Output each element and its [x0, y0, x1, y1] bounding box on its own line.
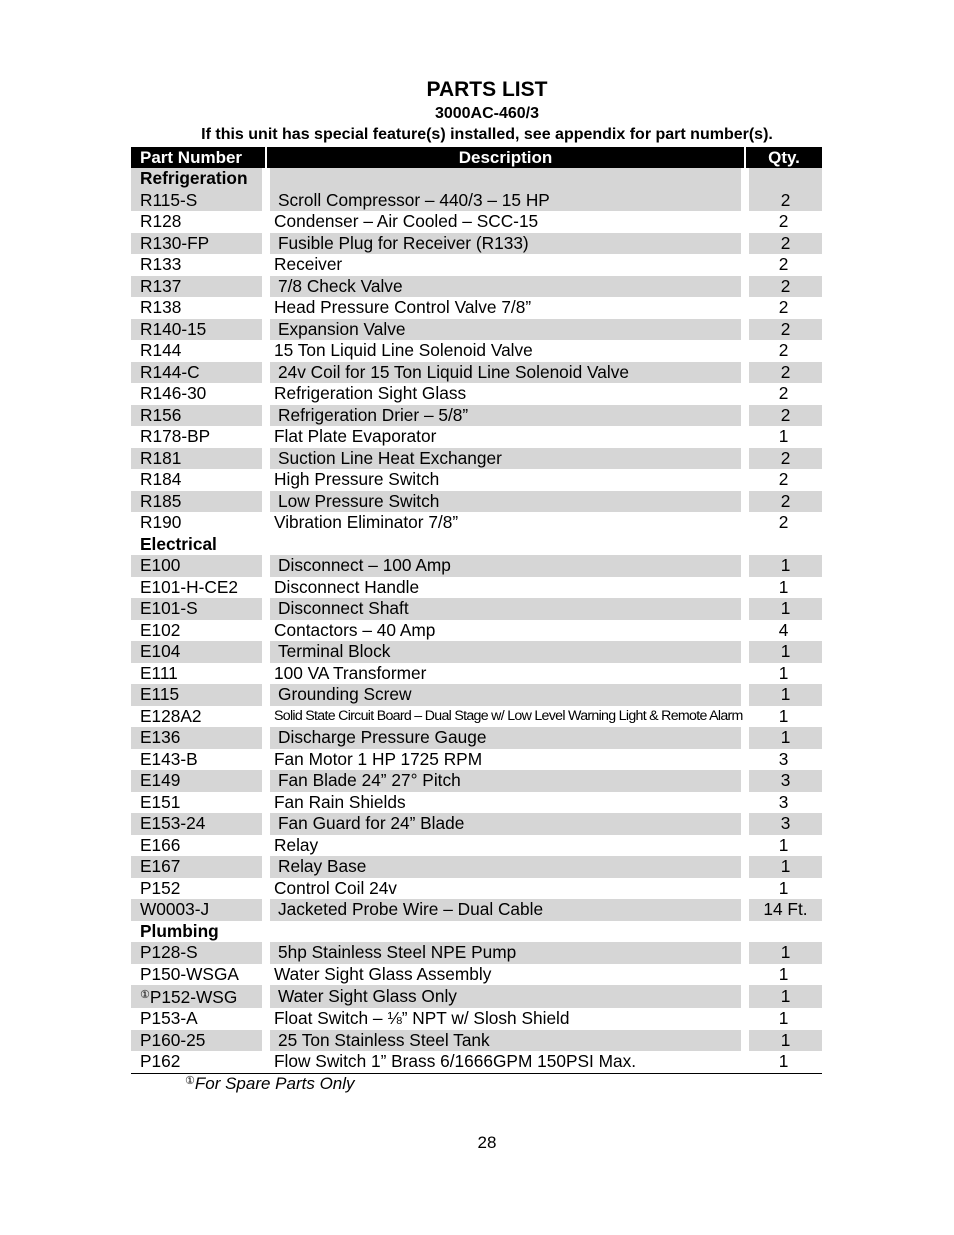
- part-number-text: E101-S: [140, 598, 198, 619]
- part-quantity: 2: [745, 405, 822, 427]
- spare-parts-symbol: ①: [140, 989, 150, 1001]
- part-number: [131, 663, 266, 685]
- part-number-text: R138: [140, 297, 182, 318]
- part-number: [131, 512, 266, 534]
- table-row: [131, 620, 822, 642]
- part-number: [131, 813, 266, 835]
- part-quantity: 4: [778, 619, 789, 640]
- part-number-text: E166: [140, 834, 181, 855]
- table-row: [131, 362, 822, 384]
- table-row: [131, 749, 822, 771]
- part-description: Flow Switch 1” Brass 6/1666GPM 150PSI Max.: [266, 1051, 745, 1073]
- part-number: [131, 1051, 266, 1073]
- part-description: Water Sight Glass Only: [266, 985, 745, 1008]
- part-number-text: E102: [140, 619, 181, 640]
- column-header-part-number: Part Number: [131, 147, 266, 168]
- part-number-text: P162: [140, 1051, 181, 1072]
- part-description: Disconnect Shaft: [266, 598, 745, 620]
- part-description: Relay Base: [266, 856, 745, 878]
- table-row: [131, 469, 822, 491]
- part-number-text: E111: [140, 662, 178, 683]
- part-quantity: 3: [778, 791, 789, 812]
- part-number: [131, 190, 266, 212]
- part-number-text: R137: [140, 275, 182, 296]
- part-number: [131, 856, 266, 878]
- part-number-text: R130-FP: [140, 232, 210, 253]
- table-row: [131, 383, 822, 405]
- section-blank: [266, 921, 745, 943]
- part-description: Discharge Pressure Gauge: [266, 727, 745, 749]
- table-row: [131, 254, 822, 276]
- part-number-text: R181: [140, 447, 182, 468]
- part-number: [131, 942, 266, 964]
- footnote-text: For Spare Parts Only: [194, 1074, 355, 1093]
- part-quantity: 1: [778, 576, 789, 597]
- part-number: [131, 706, 266, 728]
- part-number: [131, 727, 266, 749]
- table-row: [131, 1051, 822, 1073]
- table-row: [131, 985, 822, 1008]
- spare-parts-symbol: ①: [185, 1075, 195, 1087]
- page-number: 28: [477, 1133, 497, 1152]
- table-header: [131, 147, 822, 168]
- part-number: [131, 469, 266, 491]
- table-row: [131, 641, 822, 663]
- part-quantity: 1: [778, 426, 789, 447]
- part-number: [131, 620, 266, 642]
- table-row: [131, 297, 822, 319]
- table-row: [131, 190, 822, 212]
- section-title: Electrical: [140, 533, 217, 554]
- part-description: Low Pressure Switch: [266, 491, 745, 513]
- part-quantity: 3: [745, 770, 822, 792]
- table-row: [131, 835, 822, 857]
- table-row: [131, 211, 822, 233]
- part-description: Float Switch – ⅛” NPT w/ Slosh Shield: [274, 1008, 570, 1029]
- part-number: [131, 426, 266, 448]
- part-quantity: 1: [778, 963, 789, 984]
- part-number-text: E101-H-CE2: [140, 576, 238, 597]
- part-description: Contactors – 40 Amp: [274, 619, 436, 640]
- part-quantity: 3: [745, 813, 822, 835]
- table-row: [131, 663, 822, 685]
- part-number: [131, 1030, 266, 1052]
- part-number-text: E149: [140, 770, 181, 791]
- part-quantity: 1: [778, 1008, 789, 1029]
- part-description: Fan Guard for 24” Blade: [266, 813, 745, 835]
- part-number: [131, 684, 266, 706]
- table-row: [131, 1008, 822, 1030]
- part-number: [131, 319, 266, 341]
- part-number-text: P160-25: [140, 1029, 206, 1050]
- table-row: [131, 340, 822, 362]
- part-quantity: 2: [778, 383, 789, 404]
- table-row: [131, 684, 822, 706]
- part-number: [131, 749, 266, 771]
- part-description: Condenser – Air Cooled – SCC-15: [274, 211, 539, 232]
- table-row: [131, 878, 822, 900]
- part-number: [131, 985, 266, 1008]
- part-description: Fan Motor 1 HP 1725 RPM: [274, 748, 483, 769]
- section-title: Plumbing: [140, 920, 219, 941]
- part-quantity: 1: [745, 1051, 822, 1073]
- part-description: Solid State Circuit Board – Dual Stage w/ Low Level Warning Light & Remote Alarm: [274, 707, 743, 724]
- part-quantity: 2: [745, 448, 822, 470]
- section-row: [131, 168, 822, 190]
- part-number-text: P152: [140, 877, 181, 898]
- part-number: [131, 1008, 266, 1030]
- part-number-text: R144: [140, 340, 182, 361]
- part-number-text: W0003-J: [140, 899, 210, 920]
- part-description: Disconnect – 100 Amp: [266, 555, 745, 577]
- part-quantity: 1: [745, 555, 822, 577]
- table-row: [131, 448, 822, 470]
- part-description: Head Pressure Control Valve 7/8”: [274, 297, 532, 318]
- part-number-text: R185: [140, 490, 182, 511]
- part-number: [131, 233, 266, 255]
- part-number: [131, 254, 266, 276]
- table-row: [131, 491, 822, 513]
- part-description: 100 VA Transformer: [274, 662, 427, 683]
- part-quantity: 2: [745, 190, 822, 212]
- section-row: [131, 921, 822, 943]
- part-description: 15 Ton Liquid Line Solenoid Valve: [274, 340, 533, 361]
- part-number: [131, 448, 266, 470]
- part-description: Flat Plate Evaporator: [274, 426, 437, 447]
- part-description: Expansion Valve: [266, 319, 745, 341]
- part-quantity: 1: [745, 598, 822, 620]
- part-number: [131, 899, 266, 921]
- part-quantity: 2: [778, 469, 789, 490]
- part-quantity: 2: [745, 319, 822, 341]
- column-header-qty: Qty.: [745, 147, 822, 168]
- part-quantity: 2: [778, 512, 789, 533]
- section-row: [131, 534, 822, 556]
- section-blank: [266, 168, 745, 190]
- part-number-text: E167: [140, 856, 181, 877]
- parts-table: [131, 147, 822, 1074]
- table-row: [131, 727, 822, 749]
- part-quantity: 1: [745, 985, 822, 1008]
- part-quantity: 1: [745, 641, 822, 663]
- part-number: [131, 835, 266, 857]
- table-row: [131, 813, 822, 835]
- part-number: [131, 211, 266, 233]
- part-description: Scroll Compressor – 440/3 – 15 HP: [266, 190, 745, 212]
- table-row: [131, 319, 822, 341]
- part-number: [131, 878, 266, 900]
- part-number: [131, 555, 266, 577]
- part-quantity: 14 Ft.: [745, 899, 822, 921]
- column-header-description: Description: [266, 147, 745, 168]
- part-number-text: P128-S: [140, 942, 198, 963]
- part-number-text: R115-S: [140, 189, 198, 210]
- part-number-text: R178-BP: [140, 426, 211, 447]
- table-row: [131, 555, 822, 577]
- part-number-text: E104: [140, 641, 181, 662]
- part-number-text: E100: [140, 555, 181, 576]
- part-quantity: 1: [778, 834, 789, 855]
- table-row: [131, 405, 822, 427]
- part-quantity: 2: [778, 297, 789, 318]
- part-description: Suction Line Heat Exchanger: [266, 448, 745, 470]
- part-number-text: E136: [140, 727, 181, 748]
- part-description: Control Coil 24v: [274, 877, 397, 898]
- part-description: 24v Coil for 15 Ton Liquid Line Solenoid Valve: [266, 362, 745, 384]
- part-number-text: R146-30: [140, 383, 207, 404]
- part-number-text: E115: [140, 684, 180, 705]
- part-description: Fusible Plug for Receiver (R133): [266, 233, 745, 255]
- part-description: High Pressure Switch: [274, 469, 440, 490]
- part-number: [131, 383, 266, 405]
- page-title: PARTS LIST: [426, 78, 548, 101]
- part-description: 25 Ton Stainless Steel Tank: [266, 1030, 745, 1052]
- part-quantity: 1: [745, 684, 822, 706]
- part-number: [131, 297, 266, 319]
- part-quantity: 3: [778, 748, 789, 769]
- part-quantity: 2: [745, 233, 822, 255]
- part-number-text: R140-15: [140, 318, 207, 339]
- part-number-text: P153-A: [140, 1008, 198, 1029]
- table-row: [131, 964, 822, 986]
- section-blank: [745, 921, 822, 943]
- table-row: [131, 706, 822, 728]
- part-quantity: 2: [745, 276, 822, 298]
- part-number-text: R156: [140, 404, 182, 425]
- part-number-text: E151: [140, 791, 181, 812]
- table-row: [131, 598, 822, 620]
- part-quantity: 1: [778, 877, 789, 898]
- part-description: Vibration Eliminator 7/8”: [274, 512, 459, 533]
- part-description: Receiver: [274, 254, 343, 275]
- part-quantity: 2: [745, 491, 822, 513]
- table-row: [131, 770, 822, 792]
- model-number: 3000AC-460/3: [434, 105, 540, 122]
- table-row: [131, 512, 822, 534]
- table-row: [131, 792, 822, 814]
- part-number: [131, 405, 266, 427]
- part-description: Disconnect Handle: [274, 576, 420, 597]
- part-description: Relay: [274, 834, 319, 855]
- part-quantity: 1: [778, 705, 789, 726]
- part-number-text: R184: [140, 469, 182, 490]
- part-number: [131, 792, 266, 814]
- table-row: [131, 942, 822, 964]
- part-number-text: R190: [140, 512, 182, 533]
- part-number-text: P152-WSG: [149, 987, 238, 1007]
- table-row: [131, 856, 822, 878]
- appendix-note: If this unit has special feature(s) installed, see appendix for part number(s).: [201, 126, 773, 143]
- part-number: [131, 641, 266, 663]
- table-row: [131, 899, 822, 921]
- part-number-text: R133: [140, 254, 182, 275]
- table-row: [131, 577, 822, 599]
- part-description: Fan Rain Shields: [274, 791, 406, 812]
- part-description: Jacketed Probe Wire – Dual Cable: [266, 899, 745, 921]
- part-quantity: 1: [745, 727, 822, 749]
- table-row: [131, 1030, 822, 1052]
- footnote: [185, 1074, 355, 1094]
- table-row: [131, 426, 822, 448]
- part-number: [131, 491, 266, 513]
- part-description: Water Sight Glass Assembly: [274, 963, 492, 984]
- part-quantity: 2: [778, 340, 789, 361]
- part-number-text: R128: [140, 211, 182, 232]
- section-title: Refrigeration: [131, 168, 266, 190]
- part-quantity: 1: [745, 1030, 822, 1052]
- part-number-text: E128A2: [140, 705, 202, 726]
- part-number: [131, 362, 266, 384]
- part-quantity: 2: [778, 254, 789, 275]
- part-number: [131, 770, 266, 792]
- part-quantity: 1: [745, 942, 822, 964]
- part-description: Terminal Block: [266, 641, 745, 663]
- table-row: [131, 276, 822, 298]
- part-number: [131, 276, 266, 298]
- part-quantity: 2: [778, 211, 789, 232]
- part-description: Refrigeration Sight Glass: [274, 383, 467, 404]
- part-description: 7/8 Check Valve: [266, 276, 745, 298]
- part-number-text: E143-B: [140, 748, 198, 769]
- part-description: Grounding Screw: [266, 684, 745, 706]
- part-number-text: P150-WSGA: [140, 963, 239, 984]
- section-blank: [745, 168, 822, 190]
- part-number: [131, 964, 266, 986]
- table-row: [131, 233, 822, 255]
- section-blank: [266, 534, 745, 556]
- part-quantity: 1: [745, 856, 822, 878]
- part-description: 5hp Stainless Steel NPE Pump: [266, 942, 745, 964]
- part-number-text: R144-C: [140, 361, 200, 382]
- part-quantity: 2: [745, 362, 822, 384]
- part-number: [131, 340, 266, 362]
- part-number-text: E153-24: [140, 813, 206, 834]
- part-number: [131, 577, 266, 599]
- part-description: Refrigeration Drier – 5/8”: [266, 405, 745, 427]
- part-quantity: 1: [778, 662, 789, 683]
- part-number: [131, 598, 266, 620]
- table-body: [131, 168, 822, 1073]
- part-description: Fan Blade 24” 27° Pitch: [266, 770, 745, 792]
- section-blank: [745, 534, 822, 556]
